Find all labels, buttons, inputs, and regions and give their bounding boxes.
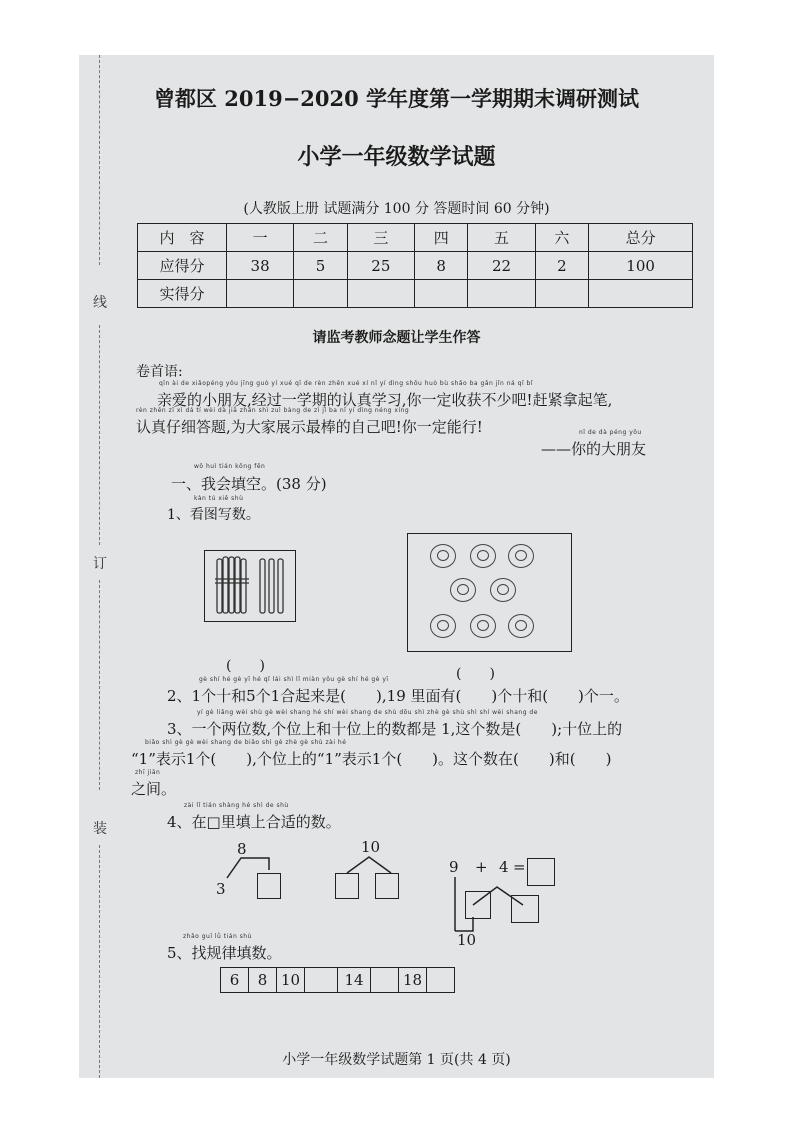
lion-picture bbox=[407, 533, 572, 652]
score-cell: 5 bbox=[294, 252, 348, 280]
lion-icon bbox=[508, 614, 534, 638]
sequence-row bbox=[221, 968, 455, 993]
sequence-cell: 14 bbox=[338, 968, 371, 993]
exam-page bbox=[79, 55, 714, 1078]
score-cell: 25 bbox=[347, 252, 414, 280]
preface-label: 卷首语: bbox=[136, 364, 183, 380]
page-footer: 小学一年级数学试题第 1 页(共 4 页) bbox=[282, 1052, 511, 1068]
tree1-answer-box[interactable] bbox=[257, 873, 281, 899]
sequence-cell: 18 bbox=[399, 968, 427, 993]
q3-line-3: 之间。 bbox=[131, 780, 177, 798]
tree1-left-number: 3 bbox=[216, 880, 226, 898]
score-cell: 22 bbox=[468, 252, 535, 280]
sequence-blank-cell[interactable] bbox=[371, 968, 399, 993]
sequence-blank-cell[interactable] bbox=[305, 968, 338, 993]
score-cell: 38 bbox=[227, 252, 294, 280]
header-cell: 五 bbox=[468, 224, 535, 252]
preface-sign-pinyin: nǐ de dà péng yǒu bbox=[579, 429, 642, 436]
sequence-cell: 6 bbox=[221, 968, 249, 993]
row-label: 应得分 bbox=[138, 252, 227, 280]
q5-text: 5、找规律填数。 bbox=[167, 944, 282, 962]
score-table bbox=[137, 223, 693, 308]
actual-score-cell[interactable] bbox=[535, 280, 589, 308]
score-table-full-row bbox=[138, 252, 693, 280]
sequence-cell: 8 bbox=[249, 968, 277, 993]
tree2-branch-lines bbox=[341, 853, 401, 875]
tree2-left-box[interactable] bbox=[335, 873, 359, 899]
lion-icon bbox=[430, 544, 456, 568]
actual-score-cell[interactable] bbox=[589, 280, 693, 308]
sequence-blank-cell[interactable] bbox=[427, 968, 455, 993]
calc-plus: + bbox=[475, 858, 488, 876]
q3-pinyin-3: zhī jiān bbox=[135, 769, 161, 776]
q1-text: 1、看图写数。 bbox=[167, 507, 260, 523]
q4-pinyin: zài lǐ tián shàng hé shì de shù bbox=[184, 802, 289, 809]
q3-pinyin-1: yí gè liǎng wèi shù gè wèi shang hé shí wèi shang de shù dōu shì zhè gè shù shì shí wèi shang de bbox=[197, 709, 538, 716]
header-cell: 二 bbox=[294, 224, 348, 252]
actual-score-cell[interactable] bbox=[468, 280, 535, 308]
score-table-actual-row bbox=[138, 280, 693, 308]
lion-icon bbox=[470, 544, 496, 568]
sequence-cell: 10 bbox=[277, 968, 305, 993]
preface-line-1: 亲爱的小朋友,经过一学期的认真学习,你一定收获不少吧!赶紧拿起笔, bbox=[157, 391, 613, 409]
sequence-table bbox=[220, 967, 455, 993]
bundle-picture bbox=[204, 550, 296, 622]
binding-mark-ding: 订 bbox=[93, 556, 107, 572]
binding-line-bottom bbox=[99, 845, 100, 1078]
actual-score-cell[interactable] bbox=[414, 280, 468, 308]
q4-text: 4、在□里填上合适的数。 bbox=[167, 813, 341, 831]
header-cell: 内 容 bbox=[138, 224, 227, 252]
lion-icon bbox=[490, 578, 516, 602]
actual-score-cell[interactable] bbox=[347, 280, 414, 308]
q3-pinyin-2: biǎo shì gè gè wèi shang de biǎo shì gè zhè gè shù zài hé bbox=[145, 739, 347, 746]
actual-score-cell[interactable] bbox=[227, 280, 294, 308]
calc-addend-b: 4 bbox=[499, 858, 509, 876]
binding-mark-line: 线 bbox=[93, 295, 107, 311]
header-cell: 一 bbox=[227, 224, 294, 252]
binding-mark-zhuang: 装 bbox=[93, 821, 107, 837]
exam-title: 曾都区 2019−2020 学年度第一学期期末调研测试 bbox=[153, 86, 640, 111]
binding-line-mid bbox=[99, 325, 100, 545]
section1-pinyin: wǒ huì tián kōng fēn bbox=[194, 463, 266, 470]
tree1-top-number: 8 bbox=[237, 840, 247, 858]
lion-icon bbox=[508, 544, 534, 568]
calc-equals: = bbox=[513, 858, 526, 876]
binding-line-lower bbox=[99, 580, 100, 790]
tree2-right-box[interactable] bbox=[375, 873, 399, 899]
split-left-box[interactable] bbox=[465, 891, 491, 919]
q1-answer-left[interactable]: ( ) bbox=[226, 658, 265, 674]
q2-text: 2、1个十和5个1合起来是( ),19 里面有( )个十和( )个一。 bbox=[167, 687, 629, 705]
score-cell: 8 bbox=[414, 252, 468, 280]
preface-pinyin-2: rèn zhēn zǐ xì dá tí wèi dà jiā zhǎn shì zuì bàng de zì jǐ ba nǐ yí dìng néng xíng bbox=[136, 407, 410, 414]
proctor-notice: 请监考教师念题让学生作答 bbox=[312, 330, 481, 346]
q1-pinyin: kàn tú xiě shù bbox=[194, 495, 244, 502]
preface-signature: ——你的大朋友 bbox=[541, 440, 647, 458]
lion-icon bbox=[430, 614, 456, 638]
preface-line-2: 认真仔细答题,为大家展示最棒的自己吧!你一定能行! bbox=[136, 418, 483, 436]
score-table-header-row bbox=[138, 224, 693, 252]
header-cell: 三 bbox=[347, 224, 414, 252]
exam-subtitle: (人教版上册 试题满分 100 分 答题时间 60 分钟) bbox=[243, 201, 550, 217]
section1-title: 一、我会填空。(38 分) bbox=[171, 475, 327, 493]
q5-pinyin: zhǎo guī lǜ tián shù bbox=[183, 933, 252, 940]
score-cell: 2 bbox=[535, 252, 589, 280]
stick-bundle-icon bbox=[205, 551, 295, 621]
header-cell: 六 bbox=[535, 224, 589, 252]
header-cell: 总分 bbox=[589, 224, 693, 252]
preface-pinyin-1: qīn ài de xiǎopéng yǒu jīng guò yí xué qī de rèn zhēn xué xí nǐ yí dìng shōu huò bù shǎo ba gǎn jǐn ná qǐ bǐ bbox=[159, 380, 534, 387]
tree2-top-number: 10 bbox=[361, 838, 381, 856]
header-cell: 四 bbox=[414, 224, 468, 252]
q3-line-2: “1”表示1个( ),个位上的“1”表示1个( )。这个数在( )和( ) bbox=[131, 750, 612, 768]
q3-line-1: 3、一个两位数,个位上和十位上的数都是 1,这个数是( );十位上的 bbox=[167, 720, 623, 738]
exam-subject-title: 小学一年级数学试题 bbox=[297, 145, 496, 170]
lion-icon bbox=[470, 614, 496, 638]
score-cell: 100 bbox=[589, 252, 693, 280]
calc-addend-a: 9 bbox=[449, 858, 459, 876]
actual-score-cell[interactable] bbox=[294, 280, 348, 308]
row-label: 实得分 bbox=[138, 280, 227, 308]
lion-icon bbox=[450, 578, 476, 602]
calc-ten: 10 bbox=[457, 931, 477, 949]
split-right-box[interactable] bbox=[511, 895, 539, 923]
q1-answer-right[interactable]: ( ) bbox=[456, 666, 495, 682]
q2-pinyin: gè shí hé gè yī hé qǐ lái shì lǐ miàn yǒu gè shí hé gè yī bbox=[199, 676, 389, 683]
